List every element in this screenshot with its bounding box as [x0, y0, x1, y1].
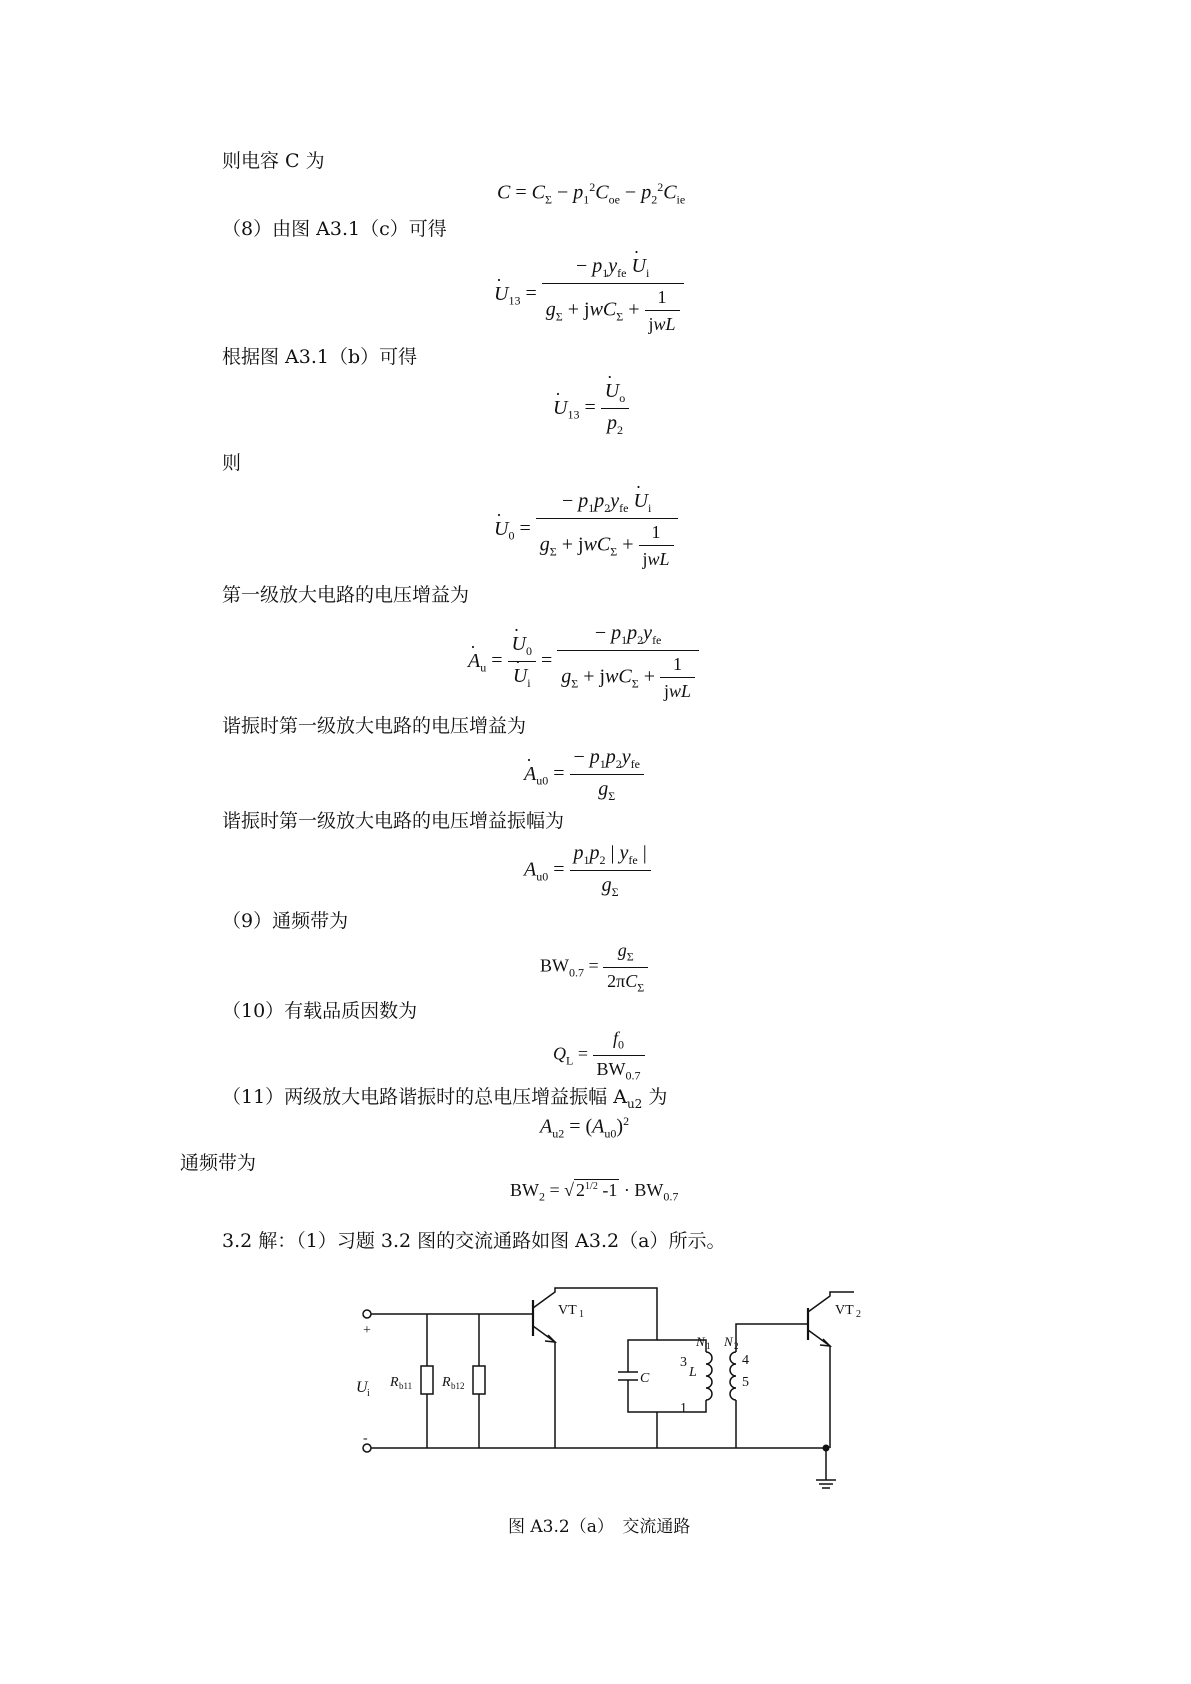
text-line: （10）有载品质因数为 [222, 1000, 418, 1022]
tap-5-label: 5 [742, 1375, 749, 1390]
text-line: 第一级放大电路的电压增益为 [222, 584, 470, 606]
svg-text:1: 1 [706, 1341, 711, 1351]
equation-resonant-gain: · $A_{u0}$ = $\frac{- p_1p_2y_{fe}}{g_\Sigma}$ [524, 746, 644, 804]
resistor-rb11 [421, 1366, 433, 1394]
svg-text:b12: b12 [451, 1381, 465, 1391]
resistor-rb12 [473, 1366, 485, 1394]
junction-dot [823, 1445, 830, 1452]
rb11-label: R [390, 1375, 399, 1390]
text-line: 谐振时第一级放大电路的电压增益为 [222, 715, 527, 737]
plus-label: + [363, 1323, 371, 1338]
text-line: （9）通频带为 [222, 910, 349, 932]
equation-quality-factor: $Q_L$ = $\frac{f_0}{BW_{0.7}}$ [553, 1028, 645, 1083]
svg-text:2: 2 [856, 1309, 861, 1320]
svg-text:1: 1 [579, 1309, 584, 1320]
svg-text:i: i [367, 1388, 370, 1399]
l-label: L [689, 1365, 697, 1380]
coil-n1 [706, 1352, 712, 1400]
equation-voltage-gain: · $A_u$ = · $U_0$ · $U_i$ = − $p_1p_2y_{fe}$ $g_\Sigma + jwC_\Sigma$ + $\frac{1}{\text{jwL}}$ [468, 622, 699, 702]
text-line: （8）由图 A3.1（c）可得 [222, 218, 447, 240]
text-line: 谐振时第一级放大电路的电压增益振幅为 [222, 810, 565, 832]
equation-bandwidth: $BW_{0.7}$ = $\frac{g_\Sigma}{2\pi C_\Sigma}$ [540, 940, 648, 995]
text-line: 通频带为 [180, 1152, 257, 1174]
coil-n2 [730, 1352, 736, 1400]
equation-total-gain: $A_{u2} = (A_{u0})^2$ [540, 1114, 630, 1141]
ground-icon [816, 1448, 836, 1488]
svg-text:b11: b11 [399, 1381, 413, 1391]
figure-caption: 图 A3.2（a） 交流通路 [508, 1517, 691, 1537]
ui-label: U [356, 1379, 368, 1396]
tap-3-label: 3 [680, 1355, 687, 1370]
wire [736, 1324, 808, 1352]
equation-u0: · $U_0$ = − $p_1p_2y_{fe} \cdot U_i$ $g_\Sigma + jwC_\Sigma$ + $\frac{1}{\text{jwL}}$ [494, 490, 678, 570]
input-terminal-top [363, 1310, 371, 1318]
vt1-collector [533, 1288, 657, 1324]
rb12-label: R [442, 1375, 451, 1390]
n1-label: N [696, 1334, 705, 1349]
c-label: C [640, 1371, 650, 1386]
vt1-label: VT [558, 1303, 577, 1318]
equation-capacitance: $C = C_\Sigma - p_1^2C_{oe} - p_2^2C_{ie}$ [497, 180, 686, 207]
n2-label: N [724, 1334, 733, 1349]
tap-4-label: 4 [742, 1353, 749, 1368]
minus-label: - [363, 1431, 368, 1446]
equation-total-bandwidth: $BW_2$ = √ $2^{1/2}$ $-1 \cdot BW_{0.7}$ [510, 1180, 679, 1204]
capacitor-c [618, 1372, 638, 1380]
vt2-emitter [808, 1330, 830, 1448]
vt1-emitter [533, 1326, 555, 1448]
equation-u13-a: · $U_{13}$ = − $p_1y_{fe} \cdot U_i$ $g_\Sigma + jwC_\Sigma$ + $\frac{1}{\text{jwL}}$ [494, 255, 684, 335]
text-line: （11）两级放大电路谐振时的总电压增益振幅 $A_{u2}$ 为 [222, 1086, 668, 1111]
text-line: 根据图 A3.1（b）可得 [222, 346, 418, 368]
svg-text:2: 2 [734, 1341, 739, 1351]
equation-resonant-gain-amplitude: $A_{u0}$ = $\frac{p_1p_2 | y_{fe} |}{g_\Sigma}$ [524, 842, 651, 900]
text-line: 3.2 解：（1）习题 3.2 图的交流通路如图 A3.2（a）所示。 [222, 1230, 726, 1252]
text-line: 则电容 C 为 [222, 150, 325, 172]
tap-1-label: 1 [680, 1401, 687, 1416]
equation-u13-b: · $U_{13}$ = · $\frac{U_o}{p_2}$ [553, 380, 629, 438]
text-line: 则 [222, 452, 242, 474]
vt2-label: VT [835, 1303, 854, 1318]
